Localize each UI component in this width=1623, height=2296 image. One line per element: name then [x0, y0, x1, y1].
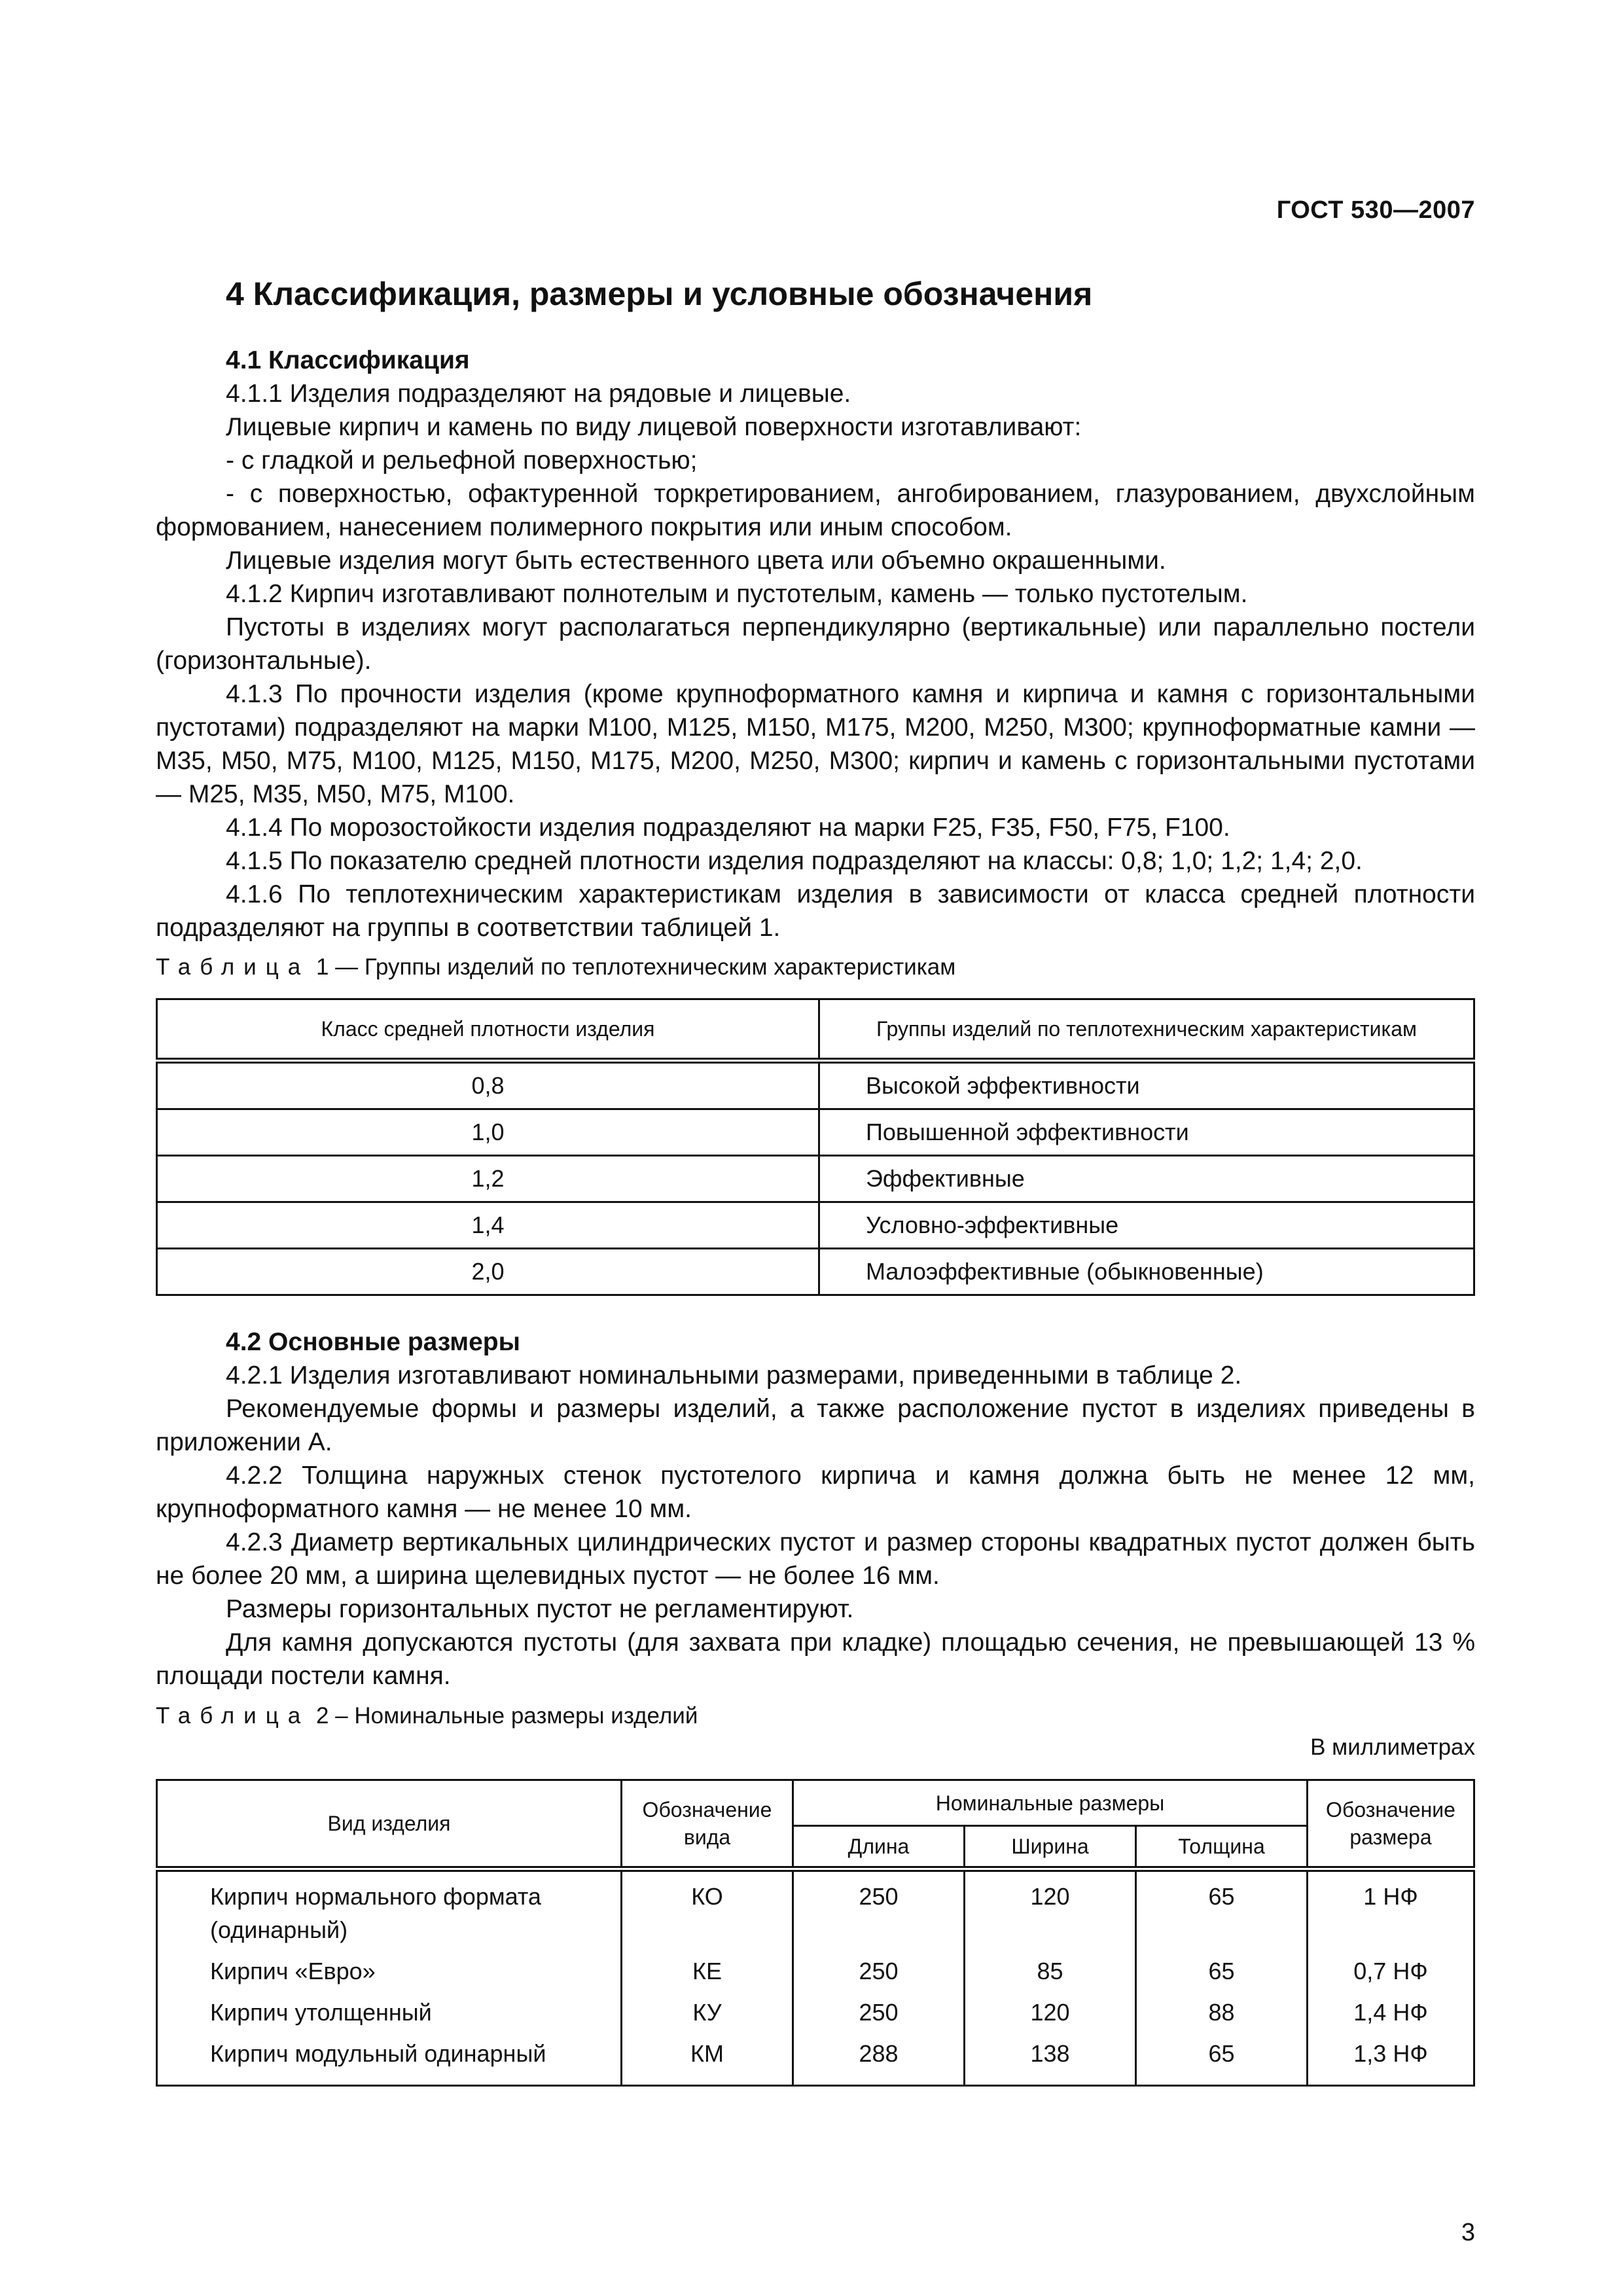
- table2-header-width: Ширина: [965, 1826, 1136, 1869]
- thickness-value: 88: [1136, 1988, 1308, 2029]
- paragraph: 4.2.2 Толщина наружных стенок пустотелого кирпича и камня должна быть не менее 12 мм, крупноформатного камня — не менее 10 мм.: [156, 1462, 1475, 1523]
- page-number: 3: [1461, 2219, 1475, 2246]
- width-value: 138: [965, 2029, 1136, 2086]
- product-group: Высокой эффективности: [819, 1061, 1474, 1109]
- table-row: [157, 1061, 1474, 1109]
- table-row: [157, 1249, 1474, 1295]
- table-row: [157, 2029, 1474, 2086]
- size-designation: 1,3 НФ: [1308, 2029, 1474, 2086]
- table-row: [157, 1946, 1474, 1988]
- paragraph: Пустоты в изделиях могут располагаться перпендикулярно (вертикальные) или параллельно постели (горизонтальные).: [156, 613, 1475, 675]
- standard-number: ГОСТ 530—2007: [1276, 196, 1475, 224]
- width-value: 85: [965, 1946, 1136, 1988]
- density-class: 2,0: [157, 1249, 819, 1295]
- paragraph: Рекомендуемые формы и размеры изделий, а также расположение пустот в изделиях приведены в приложении А.: [156, 1395, 1475, 1456]
- table2-header-kind: Вид изделия: [157, 1780, 622, 1869]
- subsection-heading: 4.1 Классификация: [226, 346, 470, 374]
- caption-label: Таблица: [156, 954, 310, 980]
- table2-header-size-designation: Обозначение размера: [1308, 1780, 1474, 1869]
- size-designation: 1 НФ: [1308, 1869, 1474, 1947]
- product-group: Малоэффективные (обыкновенные): [819, 1249, 1474, 1295]
- product-group: Повышенной эффективности: [819, 1109, 1474, 1156]
- paragraph: Для камня допускаются пустоты (для захвата при кладке) площадью сечения, не превышающей 13 % площади постели камня.: [156, 1628, 1475, 1690]
- table2-header-nominal: Номинальные размеры: [793, 1780, 1308, 1826]
- paragraph: Лицевые кирпич и камень по виду лицевой поверхности изготавливают:: [226, 413, 1082, 441]
- density-class: 0,8: [157, 1061, 819, 1109]
- length-value: 250: [793, 1869, 965, 1947]
- table-row: [157, 1988, 1474, 2029]
- list-item: - с гладкой и рельефной поверхностью;: [226, 446, 698, 475]
- product-kind: Кирпич «Евро»: [157, 1946, 622, 1988]
- product-group: Эффективные: [819, 1156, 1474, 1202]
- subsection-heading: 4.2 Основные размеры: [226, 1328, 520, 1356]
- section-4-2: [156, 1325, 1475, 1693]
- table1: [156, 998, 1475, 1296]
- table1-caption: [156, 954, 955, 980]
- table-row: [157, 1109, 1474, 1156]
- paragraph: 4.1.4 По морозостойкости изделия подразделяют на марки F25, F35, F50, F75, F100.: [226, 814, 1230, 842]
- length-value: 250: [793, 1988, 965, 2029]
- paragraph: 4.1.1 Изделия подразделяют на рядовые и лицевые.: [226, 380, 851, 408]
- table2: [156, 1779, 1475, 2087]
- table1-header-group: Группы изделий по теплотехническим характеристикам: [819, 999, 1474, 1061]
- paragraph: Лицевые изделия могут быть естественного цвета или объемно окрашенными.: [226, 547, 1166, 575]
- paragraph: 4.2.1 Изделия изготавливают номинальными размерами, приведенными в таблице 2.: [226, 1361, 1242, 1390]
- list-item: - с поверхностью, офактуренной торкретированием, ангобированием, глазурованием, двухслойным формованием, нанесением полимерного покрытия или иным способом.: [156, 480, 1475, 541]
- kind-designation: КМ: [622, 2029, 793, 2086]
- thickness-value: 65: [1136, 1946, 1308, 1988]
- product-kind: Кирпич модульный одинарный: [157, 2029, 622, 2086]
- paragraph: 4.1.2 Кирпич изготавливают полнотелым и пустотелым, камень — только пустотелым.: [226, 580, 1248, 608]
- product-kind: Кирпич нормального формата (одинарный): [157, 1869, 622, 1947]
- table1-header-class: Класс средней плотности изделия: [157, 999, 819, 1061]
- length-value: 288: [793, 2029, 965, 2086]
- thickness-value: 65: [1136, 2029, 1308, 2086]
- size-designation: 1,4 НФ: [1308, 1988, 1474, 2029]
- section-title: 4 Классификация, размеры и условные обозначения: [226, 276, 1093, 312]
- units-note: В миллиметрах: [1310, 1734, 1475, 1760]
- product-kind: Кирпич утолщенный: [157, 1988, 622, 2029]
- table2-header-thickness: Толщина: [1136, 1826, 1308, 1869]
- density-class: 1,4: [157, 1202, 819, 1249]
- paragraph: Размеры горизонтальных пустот не регламентируют.: [226, 1595, 854, 1623]
- table2-header-designation: Обозначение вида: [622, 1780, 793, 1869]
- table-row: [157, 1202, 1474, 1249]
- caption-text: 1 — Группы изделий по теплотехническим характеристикам: [315, 954, 956, 980]
- paragraph: 4.2.3 Диаметр вертикальных цилиндрических пустот и размер стороны квадратных пустот должен быть не более 20 мм, а ширина щелевидных пустот — не более 16 мм.: [156, 1528, 1475, 1590]
- product-group: Условно-эффективные: [819, 1202, 1474, 1249]
- caption-text: 2 – Номинальные размеры изделий: [315, 1703, 698, 1729]
- section-4-1: [156, 344, 1475, 944]
- paragraph: 4.1.3 По прочности изделия (кроме крупноформатного камня и кирпича и камня с горизонтальными пустотами) подразделяют на марки М100, М125, М150, М175, М200, М250, М300; крупноформатные камни — М35, М50, М75, М100, М125, М150, М175, М200, М250, М300; кирпич и камень с горизонтальными пустотами — М25, М35, М50, М75, М100.: [156, 680, 1475, 808]
- width-value: 120: [965, 1988, 1136, 2029]
- kind-designation: КЕ: [622, 1946, 793, 1988]
- thickness-value: 65: [1136, 1869, 1308, 1947]
- length-value: 250: [793, 1946, 965, 1988]
- kind-designation: КО: [622, 1869, 793, 1947]
- width-value: 120: [965, 1869, 1136, 1947]
- paragraph: 4.1.6 По теплотехническим характеристикам изделия в зависимости от класса средней плотности подразделяют на группы в соответствии таблицей 1.: [156, 880, 1475, 942]
- table-row: [157, 1869, 1474, 1947]
- kind-designation: КУ: [622, 1988, 793, 2029]
- table2-header-length: Длина: [793, 1826, 965, 1869]
- table-row: [157, 1156, 1474, 1202]
- density-class: 1,2: [157, 1156, 819, 1202]
- size-designation: 0,7 НФ: [1308, 1946, 1474, 1988]
- paragraph: 4.1.5 По показателю средней плотности изделия подразделяют на классы: 0,8; 1,0; 1,2; 1,4; 2,0.: [226, 847, 1363, 875]
- table2-caption: [156, 1703, 698, 1729]
- density-class: 1,0: [157, 1109, 819, 1156]
- caption-label: Таблица: [156, 1703, 310, 1729]
